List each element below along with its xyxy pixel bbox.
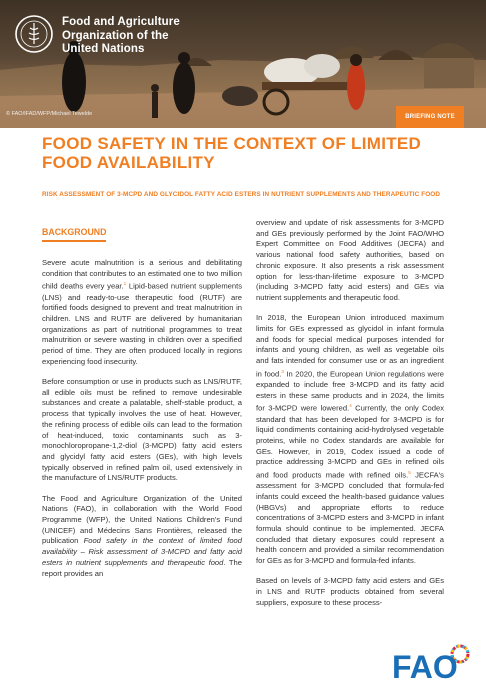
fao-logo-text: FAO [392,649,458,682]
right-column [256,218,444,618]
footnote-ref[interactable]: 4 [349,403,352,409]
section-divider [42,240,106,242]
text-run: The Food and Agriculture Organization of the United Nations (FAO), in collaboration with the World Food Programme (WFP), the United Nations Children's Fund (UNICEF) and Médecins Sans Frontières, released the publication [42,493,242,546]
paragraph: Before consumption or use in products such as LNS/RUTF, all edible oils must be refined to remove undesirable substances and create a palatable, shelf-stable product, a process that typically involves the use of heat. However, the refining process of edible oils can lead to the formation of heat-induced, toxic contaminants such as 3-monochloropropane-1,2-diol (3-MCPD) fatty acid esters and glycidyl fatty acid esters (GEs), with high levels typically observed in refined palm oil, used extensively in the manufacture of LNS/RUTF products. [42,377,242,483]
org-name-line-2: Organization of the [62,29,169,42]
paragraph [42,258,242,368]
footnote-ref[interactable]: 1 [123,281,127,287]
left-column [42,258,242,589]
page-subtitle: RISK ASSESSMENT OF 3-MCPD AND GLYCIDOL FATTY ACID ESTERS IN NUTRIENT SUPPLEMENTS AND THERAPEUTIC FOOD [42,191,441,198]
paragraph [42,494,242,580]
paragraph: overview and update of risk assessments for 3-MCPD and GEs previously performed by the Joint FAO/WHO Expert Committee on Food Additives (JECFA) and various national food safety authorities, based on chronic exposure. It also presents a risk assessment option for less-than-lifetime exposure to 3-MCPD (including 3-MCPD fatty acid esters) and GEs via nutrient supplements and therapeutic food. [256,218,444,302]
text-run: Lipid-based nutrient supplements (LNS) and ready-to-use therapeutic food (RUTF) are fortified foods designed to prevent and treat malnutrition in children. LNS and RUTF are delivered by humanitarian organizations as part of nutritional programmes to treat malnutrition or severe wasting in children over a specified period of time. They are often produced locally in regions experiencing food insecurity. [42,281,242,366]
briefing-note-badge: BRIEFING NOTE [396,106,464,128]
footnote-ref[interactable]: 5 [408,470,411,476]
text-run: In 2020, the European Union regulations were expanded to include free 3-MCPD and its fatty acid esters in these same products and in 2024, the limits for 3-MCPD were lowered. [256,369,444,413]
fao-logo-header[interactable] [14,14,180,57]
paragraph: Based on levels of 3-MCPD fatty acid esters and GEs in LNS and RUTF products obtained from several suppliers, exposure to these process- [256,576,444,607]
org-name-line-3: United Nations [62,43,145,55]
org-name-line-1: Food and Agriculture [62,16,180,28]
text-run: In 2018, the European Union introduced maximum limits for GEs expressed as glycidol in infant formula and foods for special medical purposes intended for infants and young children, as well as vegetable oils and fats intended for consumer use or as an ingredient in food. [256,313,444,379]
text-run: JECFA's assessment for 3-MCPD concluded that formula-fed infants could exceed the health-based guidance values (HBGVs) and appropriate efforts to reduce concentrations of 3-MCPD esters and 3-MCPD in infant formula should continue to be implemented. JECFA concluded that dietary exposures could represent a health concern and provided a similar recommendation for GEs as for 3-MCPD and formula-fed infants. [256,470,444,566]
fao-logo-footer [392,644,470,682]
fao-emblem-icon [14,14,54,54]
text-run: Severe acute malnutrition is a serious and debilitating condition that contributes to an estimated one to two million child deaths every year. [42,258,242,291]
page-title: FOOD SAFETY IN THE CONTEXT OF LIMITED FOOD AVAILABILITY [42,134,422,172]
text-run: . The report provides an [42,557,242,578]
section-heading-background: BACKGROUND [42,227,107,237]
text-run: Currently, the only Codex standard that has been developed for 3-MCPD is for liquid condiments containing acid-hydrolysed vegetable proteins, while no Codex standards are available for GEs. However, in 2019, Codex issued a code of practice addressing 3-MCPD and GEs in refined oils and food products made with refined oils. [256,403,444,480]
paragraph [256,313,444,567]
footnote-ref[interactable]: 3 [281,368,284,374]
header-photo [0,0,486,128]
org-name [62,16,180,57]
publication-title: Food safety in the context of limited food availability – Risk assessment of 3-MCPD and fatty acid esters in nutrient supplements and therapeutic food [42,536,243,567]
photo-credit: © FAO/IFAD/WFP/Michael Tewelde [6,111,93,117]
